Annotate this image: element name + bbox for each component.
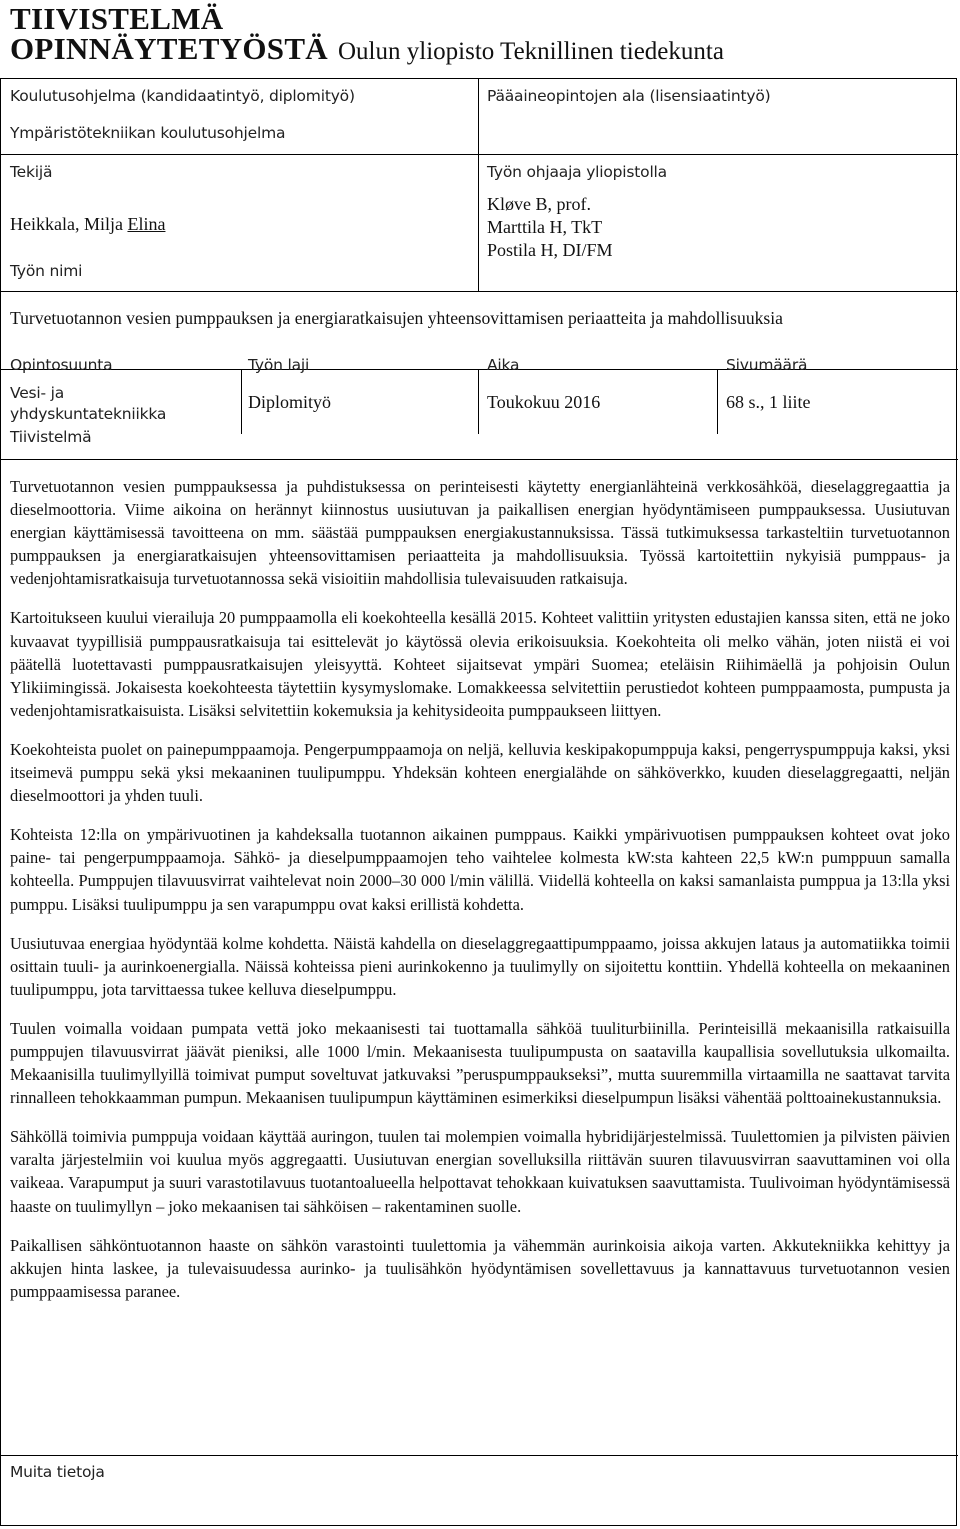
supervisor-name: Marttila H, TkT	[487, 217, 603, 237]
author-name-underlined: Elina	[127, 214, 166, 234]
abstract-paragraph: Uusiutuvaa energiaa hyödyntää kolme kohdetta. Näistä kahdella on dieselaggregaattipumppaamo, joissa akkujen lataus ja automatiikka toimii osittain tuuli- ja aurinkoenergialla. Näissä kohteissa pieni aurinkokenno ja tuulimylly on sijoitettu konttiin. Yhdellä kohteella on mekaaninen tuulipumppu, jota tarvittaessa tukee kelluva dieselpumppu.	[10, 933, 950, 999]
author-label: Tekijä	[10, 163, 53, 181]
divider-abstract	[1, 459, 958, 460]
study-option-value-2: yhdyskuntatekniikka	[10, 405, 167, 423]
divider-col-1	[241, 369, 242, 434]
institution-name: Oulun yliopisto Teknillinen tiedekunta	[338, 38, 724, 65]
study-option-label: Opintosuunta	[10, 356, 113, 374]
abstract-body	[10, 475, 950, 1319]
major-label: Pääaineopintojen ala (lisensiaatintyö)	[487, 87, 771, 105]
supervisor-name: Kløve B, prof.	[487, 194, 591, 214]
work-type-value: Diplomityö	[248, 392, 332, 412]
author-name-main: Heikkala, Milja	[10, 214, 128, 234]
work-type-label: Työn laji	[248, 356, 310, 374]
document-title	[10, 1, 950, 67]
title-line-2-row	[10, 31, 950, 67]
abstract-paragraph: Sähköllä toimivia pumppuja voidaan käyttää auringon, tuulen tai molempien voimalla hybridijärjestelmissä. Tuulettomien ja pilvisten päivien varalta järjestelmiin voi kuulua myös aggregaatti. Uusiutuvan energian sovelluksilla riittävän suuren tilavuusvirran saavuttaminen voi olla vaikeaa. Varapumput ja suuri varastotilavuus tuotantoalueella helpottavat tehokkaan kuivatuksen saavuttamista. Tuulivoiman hyödyntämisessä haaste on tuulimyllyn – joko mekaanisen tai sähköisen – rakentaminen suolle.	[10, 1127, 950, 1216]
other-info-label: Muita tietoja	[10, 1463, 105, 1481]
time-value: Toukokuu 2016	[487, 392, 601, 412]
programme-value: Ympäristötekniikan koulutusohjelma	[10, 124, 286, 142]
divider-footer	[1, 1455, 958, 1456]
supervisor-names	[487, 193, 613, 262]
abstract-paragraph: Paikallisen sähköntuotannon haaste on sähkön varastointi tuulettomia ja vähemmän aurinkoisia aikoja varten. Akkutekniikka kehittyy ja akkujen hinta laskee, ja tulevaisuudessa aurinko- ja tuulisähkön hyödyntämisen sovellettavuus ja kannattavuus turvetuotannon vesien pumppaamisessa paranee.	[10, 1235, 950, 1301]
divider-col-2	[478, 369, 479, 434]
abstract-paragraph: Kohteista 12:lla on ympärivuotinen ja kahdeksalla tuotannon aikainen pumppaus. Kaikki ympärivuotisen pumppauksen kohteet ovat joko paine- tai pengerpumppaamoja. Sähkö- ja dieselpumppaamojen teho vaihtelee kolmesta kW:sta kahteen 22,5 kW:n pumppuun samalla kohteella. Pumppujen tilavuusvirrat vaihtelevat noin 2000–30 000 l/min välillä. Viidellä kohteella on kaksi samanlaista pumppua ja 13:lla yksi pumppu. Lisäksi tuulipumppu ja sen varapumppu ovat kaksi erillistä kohdetta.	[10, 825, 950, 914]
divider-column-main	[478, 79, 479, 291]
abstract-paragraph: Turvetuotannon vesien pumppauksessa ja puhdistuksessa on perinteisesti käytetty energianlähteinä verkkosähköä, dieselaggregaattia ja dieselmoottoria. Viime aikoina on herännyt kiinnostus uusiutuvan ja paikallisen energian hyödyntämiseen pumppauksessa. Uusiutuvan energian käyttämisessä tavoitteena on mm. säästää pumppauksen energiakustannuksissa. Tässä tutkimuksessa tarkasteltiin turvetuotannon pumppauksen ja energiaratkaisujen yhteensovittamisen periaatteita ja mahdollisuuksia. Työssä kartoitettiin nykyisiä pumppaus- ja vedenjohtamisratkaisuja turvetuotannossa sekä visioitiin mahdollisia tulevaisuuden ratkaisuja.	[10, 477, 950, 589]
abstract-paragraph: Koekohteista puolet on painepumppaamoja. Pengerpumppaamoja on neljä, kelluvia keskipakopumppuja kaksi, pengerryspumppuja kaksi, yksi itseimevä pumppu sekä yksi mekaaninen tuulipumppu. Yhdeksän kohteen energialähde on sähköverkko, kuuden dieselaggregaatti, neljän dieselmoottori ja yhden tuuli.	[10, 739, 950, 806]
work-title-value: Turvetuotannon vesien pumppauksen ja energiaratkaisujen yhteensovittamisen periaatteita ja mahdollisuuksia	[10, 308, 783, 328]
pages-value: 68 s., 1 liite	[726, 392, 811, 412]
divider-details	[1, 369, 958, 370]
pages-label: Sivumäärä	[726, 356, 808, 374]
programme-label: Koulutusohjelma (kandidaatintyö, diplomityö)	[10, 87, 355, 105]
abstract-label: Tiivistelmä	[10, 428, 92, 446]
divider-programme	[1, 154, 958, 155]
author-name	[10, 214, 165, 235]
title-line-1: TIIVISTELMÄ	[10, 1, 224, 36]
supervisor-label: Työn ohjaaja yliopistolla	[487, 163, 667, 181]
study-option-value-1: Vesi- ja	[10, 384, 65, 402]
abstract-paragraph: Tuulen voimalla voidaan pumpata vettä joko mekaanisesti tai tuottamalla sähköä tuuliturbiinilla. Perinteisillä mekaanisilla ratkaisuilla pumppujen tilavuusvirrat jäävät pieniksi, alle 1000 l/min. Mekaanisesta tuulipumpusta on saatavilla kaupallisia sovellutuksia ulkomailta. Mekaanisilla tuulimyllyillä toimivat pumput soveltuvat jatkuvaksi ”peruspumppaukseksi”, mutta suuremmilla virtaamilla ne saattavat tarvita rinnalleen tehokkaamman pumpun. Mekaanisen tuulipumpun käyttäminen esimerkiksi dieselpumpun lisäksi vähentää polttoainekustannuksia.	[10, 1018, 950, 1108]
time-label: Aika	[487, 356, 520, 374]
abstract-paragraph: Kartoitukseen kuului vierailuja 20 pumppaamolla eli koekohteella kesällä 2015. Kohteet valittiin yritysten edustajien kanssa siten, että ne joko kuvaavat tyypillisiä pumppausratkaisuja tai esittelevät jo käytössä olevia erikoisuuksia. Koekohteita oli melko vähän, joten niistä ei voi päätellä luotettavasti pumppausratkaisujen yleisyyttä. Kohteet sijaitsevat ympäri Suomea; eteläisin Riihimäellä ja pohjoisin Oulun Ylikiimingissä. Jokaisesta koekohteesta täytettiin kysymyslomake. Lomakkeessa selvitettiin perustiedot kohteen pumppaamosta, pumpusta ja vedenjohtamisratkaisuista. Lisäksi selvitettiin kokemuksia ja kehitysideoita pumppaukseen liittyen.	[10, 608, 950, 720]
supervisor-name: Postila H, DI/FM	[487, 240, 613, 260]
title-line-2: OPINNÄYTETYÖSTÄ	[10, 31, 328, 66]
divider-title	[1, 291, 958, 292]
divider-col-3	[717, 369, 718, 434]
work-title-label: Työn nimi	[10, 262, 83, 280]
